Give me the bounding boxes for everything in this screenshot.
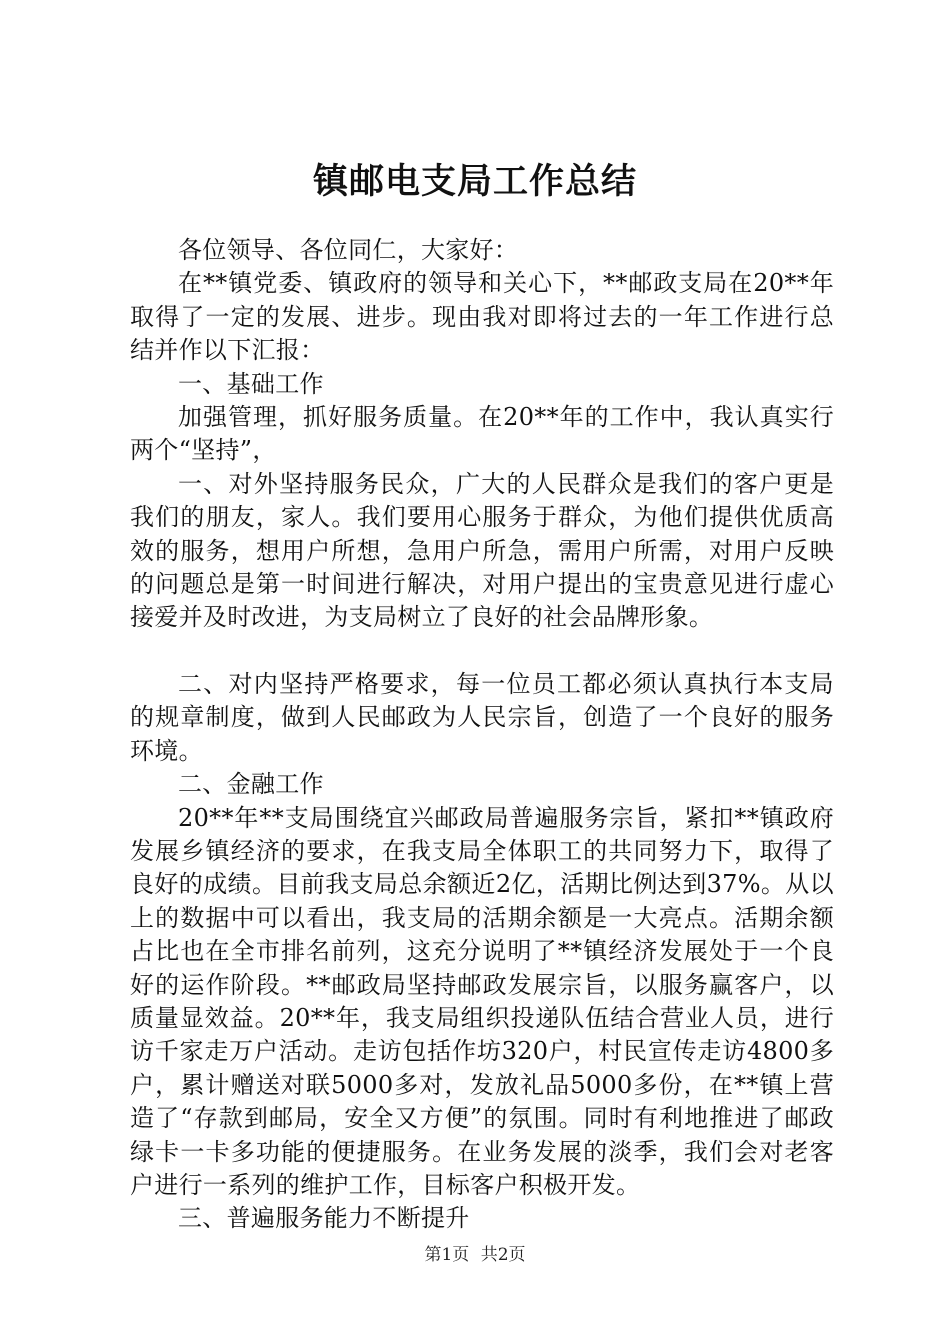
paragraph-finance: 20**年**支局围绕宜兴邮政局普遍服务宗旨，紧扣**镇政府发展乡镇经济的要求，在我支局全体职工的共同努力下，取得了良好的成绩。目前我支局总余额近2亿，活期比例达到37%。从以上的数据中可以看出，我支局的活期余额是一大亮点。活期余额占比也在全市排名前列，这充分说明了**镇经济发展处于一个良好的运作阶段。**邮政局坚持邮政发展宗旨，以服务赢客户，以质量显效益。20**年，我支局组织投递队伍结合营业人员，进行访千家走万户活动。走访包括作坊320户，村民宣传走访4800多户，累计赠送对联5000多对，发放礼品5000多份，在**镇上营造了“存款到邮局，安全又方便”的氛围。同时有利地推进了邮政绿卡一卡多功能的便捷服务。在业务发展的淡季，我们会对老客户进行一系列的维护工作，目标客户积极开发。 [130, 803, 834, 1199]
blank-line [130, 635, 834, 668]
page-footer [0, 1244, 950, 1266]
section-heading-universal-service: 三、普遍服务能力不断提升 [178, 1204, 470, 1233]
greeting-paragraph: 各位领导、各位同仁，大家好： [178, 236, 519, 264]
document-title: 镇邮电支局工作总结 [312, 161, 637, 202]
page-number: 第1页 [424, 1245, 470, 1265]
paragraph-internal-requirements: 二、对内坚持严格要求，每一位员工都必须认真执行本支局的规章制度，做到人民邮政为人民宗旨，创造了一个良好的服务环境。 [130, 669, 834, 765]
document-body [130, 234, 834, 1236]
paragraph-management: 加强管理，抓好服务质量。在20**年的工作中，我认真实行两个“坚持”， [130, 403, 834, 465]
section-heading-finance: 二、金融工作 [178, 770, 324, 799]
section-heading-basic-work: 一、基础工作 [178, 369, 324, 398]
paragraph-external-service: 一、对外坚持服务民众，广大的人民群众是我们的客户更是我们的朋友，家人。我们要用心服务于群众，为他们提供优质高效的服务，想用户所想，急用户所急，需用户所需，对用户反映的问题总是第一时间进行解决，对用户提出的宝贵意见进行虚心接爱并及时改进，为支局树立了良好的社会品牌形象。 [130, 469, 834, 632]
page-total: 共2页 [480, 1245, 526, 1265]
intro-paragraph: 在**镇党委、镇政府的领导和关心下，**邮政支局在20**年取得了一定的发展、进步。现由我对即将过去的一年工作进行总结并作以下汇报： [130, 269, 834, 365]
